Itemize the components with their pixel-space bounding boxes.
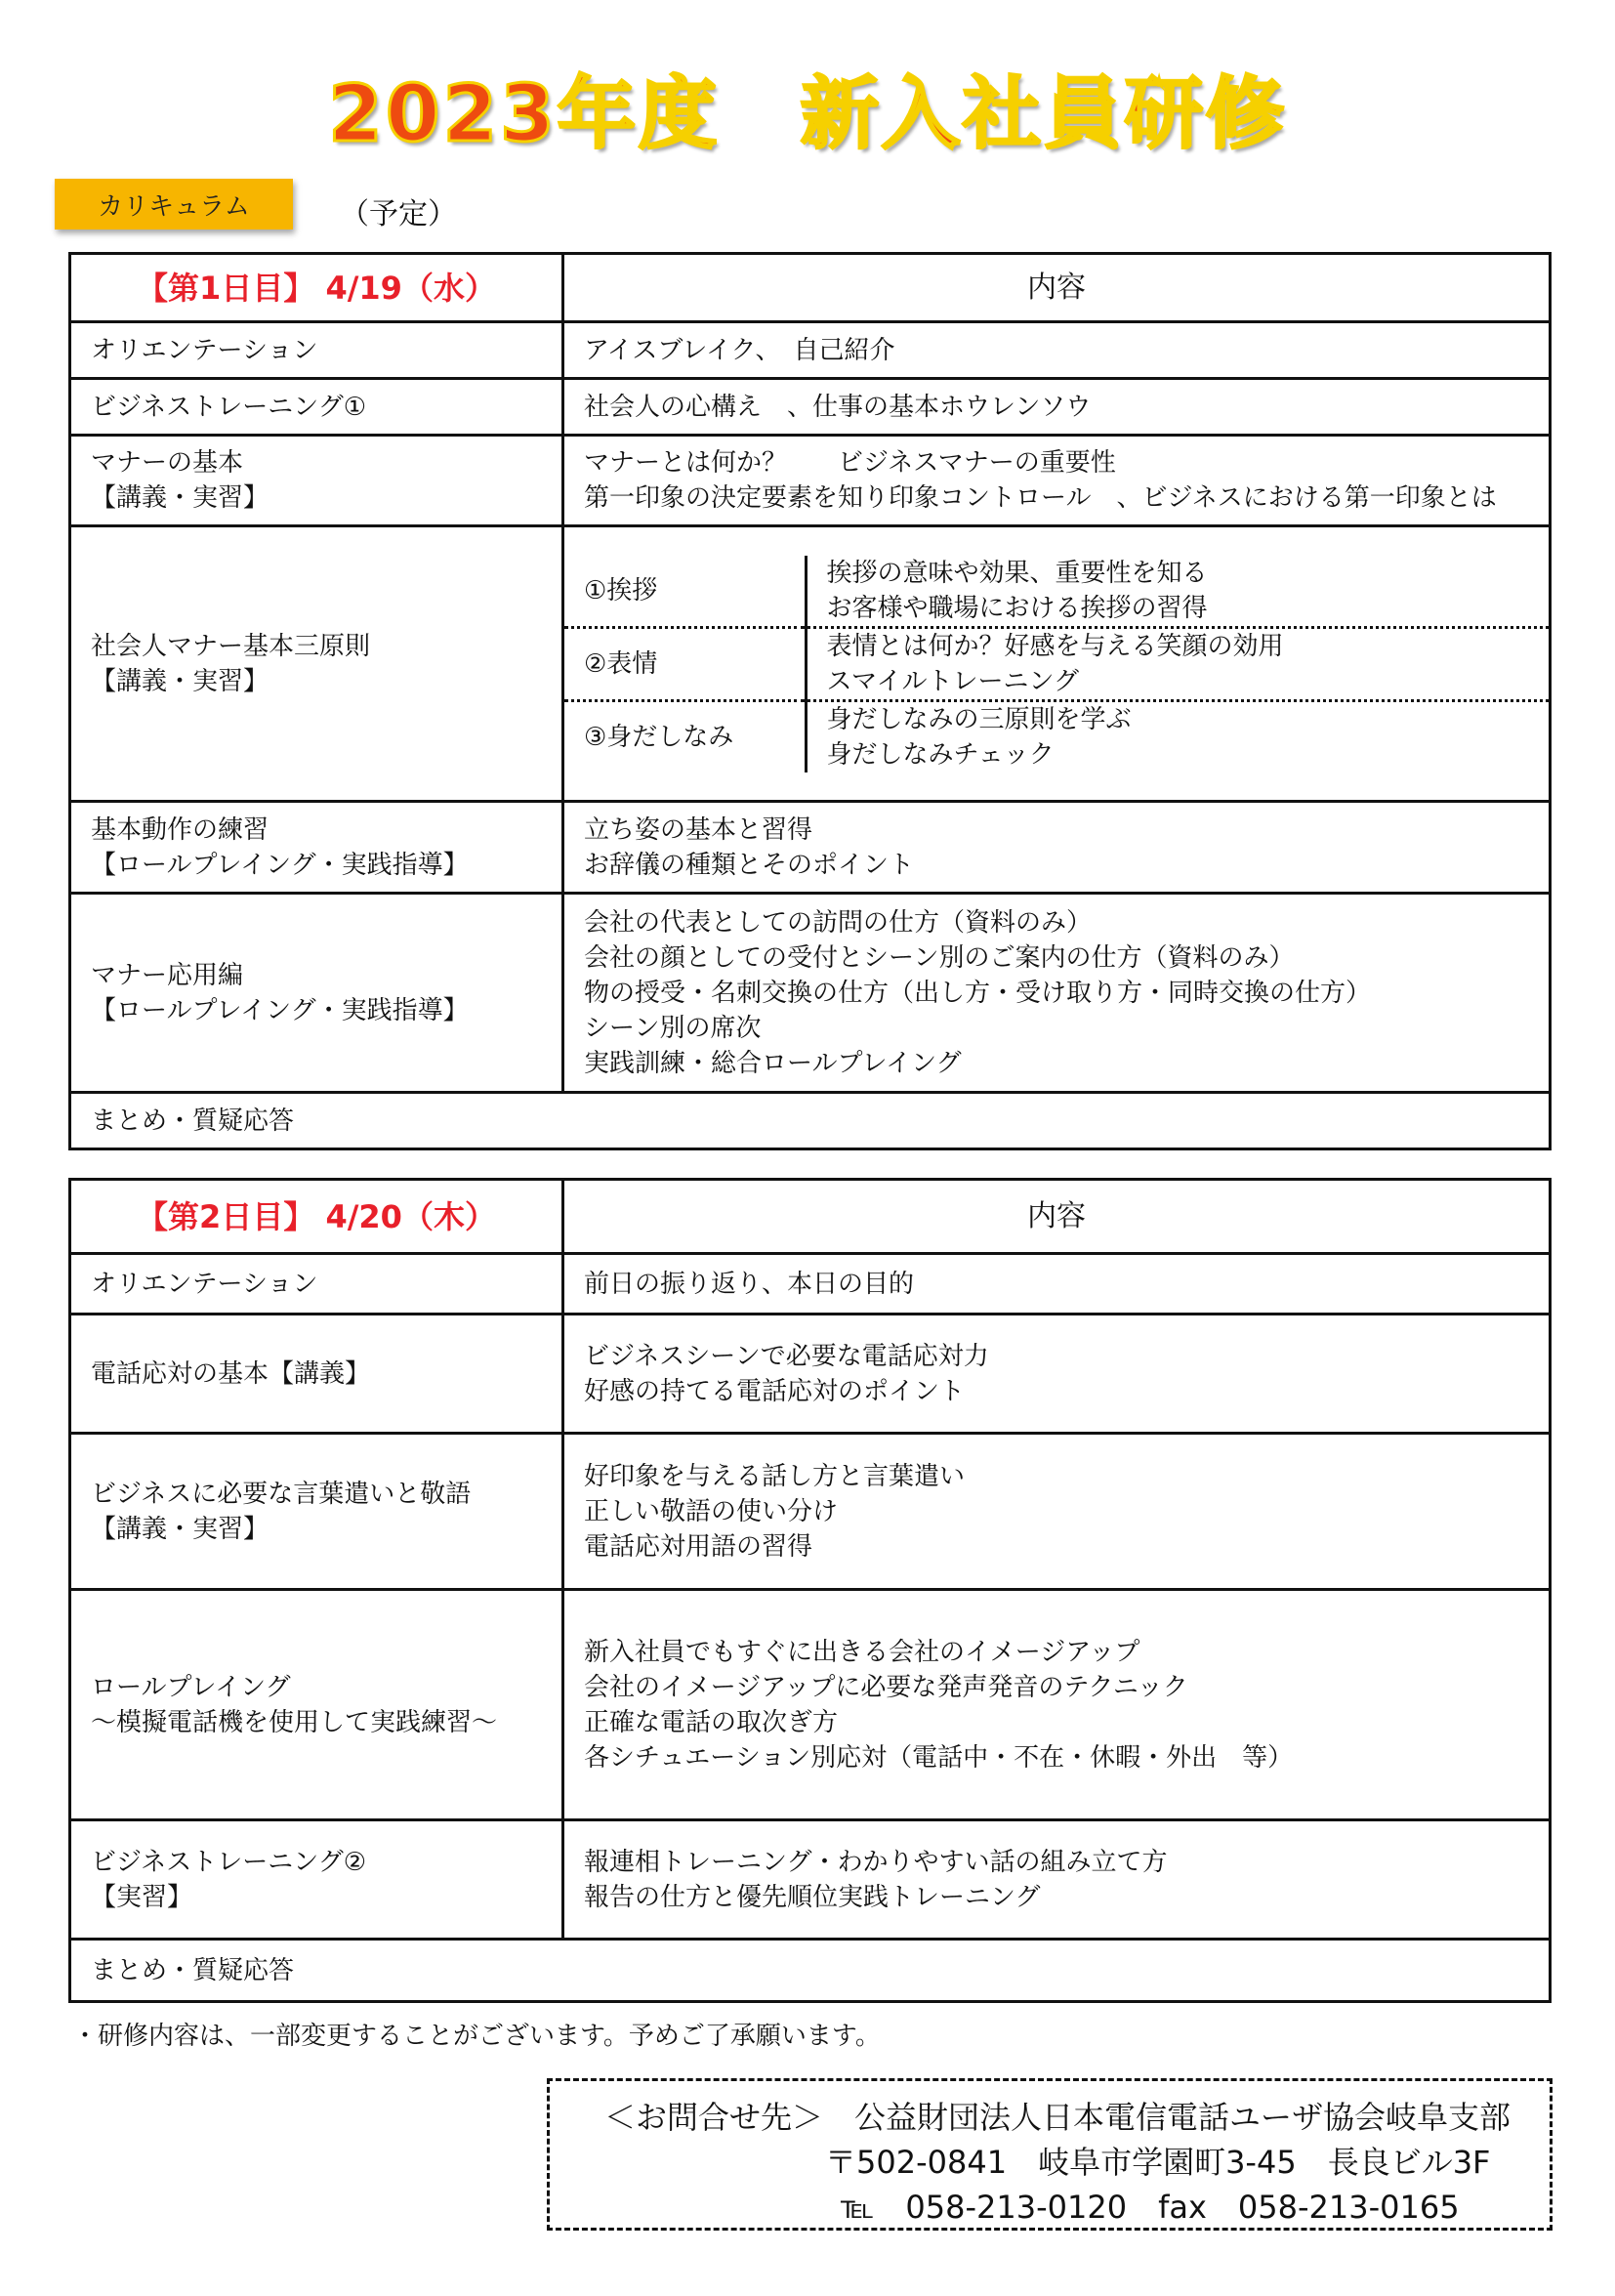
table-row (70, 1820, 1551, 1940)
content-cell: 報連相トレーニング・わかりやすい話の組み立て方 報告の仕方と優先順位実践トレーニング (563, 1820, 1551, 1940)
content-cell: 前日の振り返り、本日の目的 (563, 1254, 1551, 1315)
summary-cell: まとめ・質疑応答 (70, 1940, 1551, 2002)
disclaimer-note: ・研修内容は、一部変更することがございます。予めご了承願います。 (72, 2022, 881, 2051)
contact-organization: ＜お問合せ先＞ 公益財団法人日本電信電話ユーザ協会岐阜支部 (604, 2099, 1511, 2136)
contact-address: 〒502-0841 岐阜市学園町3-45 長良ビル3F (825, 2144, 1491, 2181)
content-cell: 好印象を与える話し方と言葉遣い 正しい敬語の使い分け 電話応対用語の習得 (563, 1434, 1551, 1590)
page-title: 2023年度 新入社員研修 (328, 68, 1287, 159)
subtopic-table (564, 556, 1549, 772)
topic-cell: 社会人マナー基本三原則 【講義・実習】 (70, 526, 563, 802)
subtopic-label: ①挨拶 (564, 556, 806, 628)
topic-cell: ビジネスに必要な言葉遣いと敬語 【講義・実習】 (70, 1434, 563, 1590)
contact-box (547, 2078, 1553, 2231)
summary-row (70, 1093, 1551, 1149)
day1-schedule-table (68, 252, 1552, 1150)
table-row (70, 322, 1551, 379)
content-cell: ビジネスシーンで必要な電話応対力 好感の持てる電話応対のポイント (563, 1315, 1551, 1434)
subtopic-label: ②表情 (564, 627, 806, 700)
topic-cell: オリエンテーション (70, 322, 563, 379)
topic-cell: 電話応対の基本【講義】 (70, 1315, 563, 1434)
subtopic-content: 身だしなみの三原則を学ぶ 身だしなみチェック (806, 700, 1549, 772)
content-cell: マナーとは何か？ ビジネスマナーの重要性 第一印象の決定要素を知り印象コントロール 、ビジネスにおける第一印象とは (563, 436, 1551, 526)
content-cell: アイスブレイク、 自己紹介 (563, 322, 1551, 379)
content-header: 内容 (563, 254, 1551, 322)
day2-header: 【第2日目】 4/20（木） (70, 1180, 563, 1254)
table-row (70, 894, 1551, 1093)
table-row (70, 436, 1551, 526)
table-row (70, 1590, 1551, 1820)
content-header: 内容 (563, 1180, 1551, 1254)
table-row (70, 802, 1551, 894)
summary-cell: まとめ・質疑応答 (70, 1093, 1551, 1149)
curriculum-label: カリキュラム (55, 179, 293, 230)
table-header-row (70, 1180, 1551, 1254)
table-row (70, 1254, 1551, 1315)
subtopic-row (564, 627, 1549, 700)
topic-cell: ロールプレイング ～模擬電話機を使用して実践練習～ (70, 1590, 563, 1820)
content-cell: 新入社員でもすぐに出きる会社のイメージアップ 会社のイメージアップに必要な発声発音のテクニック 正確な電話の取次ぎ方 各シチュエーション別応対（電話中・不在・休暇・外出 等） (563, 1590, 1551, 1820)
content-cell: 立ち姿の基本と習得 お辞儀の種類とそのポイント (563, 802, 1551, 894)
day1-header: 【第1日目】 4/19（水） (70, 254, 563, 322)
topic-cell: マナー応用編 【ロールプレイング・実践指導】 (70, 894, 563, 1093)
content-cell: 会社の代表としての訪問の仕方（資料のみ） 会社の顔としての受付とシーン別のご案内の仕方（資料のみ） 物の授受・名刺交換の仕方（出し方・受け取り方・同時交換の仕方） シーン別の席次 実践訓練・総合ロールプレイング (563, 894, 1551, 1093)
table-row (70, 1315, 1551, 1434)
content-cell: 社会人の心構え 、仕事の基本ホウレンソウ (563, 379, 1551, 436)
table-row (70, 1434, 1551, 1590)
table-row (70, 379, 1551, 436)
contact-phone-fax: ℡ 058-213-0120 fax 058-213-0165 (841, 2189, 1460, 2226)
topic-cell: ビジネストレーニング② 【実習】 (70, 1820, 563, 1940)
topic-cell: オリエンテーション (70, 1254, 563, 1315)
subtopic-label: ③身だしなみ (564, 700, 806, 772)
summary-row (70, 1940, 1551, 2002)
topic-cell: 基本動作の練習 【ロールプレイング・実践指導】 (70, 802, 563, 894)
topic-cell: ビジネストレーニング① (70, 379, 563, 436)
tentative-note: （予定） (340, 197, 457, 231)
subtopic-content: 表情とは何か？好感を与える笑顔の効用 スマイルトレーニング (806, 627, 1549, 700)
day2-schedule-table (68, 1178, 1552, 2003)
subtopic-row (564, 700, 1549, 772)
topic-cell: マナーの基本 【講義・実習】 (70, 436, 563, 526)
subtopic-container (563, 526, 1551, 802)
table-header-row (70, 254, 1551, 322)
table-row (70, 526, 1551, 802)
subtopic-content: 挨拶の意味や効果、重要性を知る お客様や職場における挨拶の習得 (826, 558, 1208, 623)
subtopic-row (564, 556, 1549, 628)
